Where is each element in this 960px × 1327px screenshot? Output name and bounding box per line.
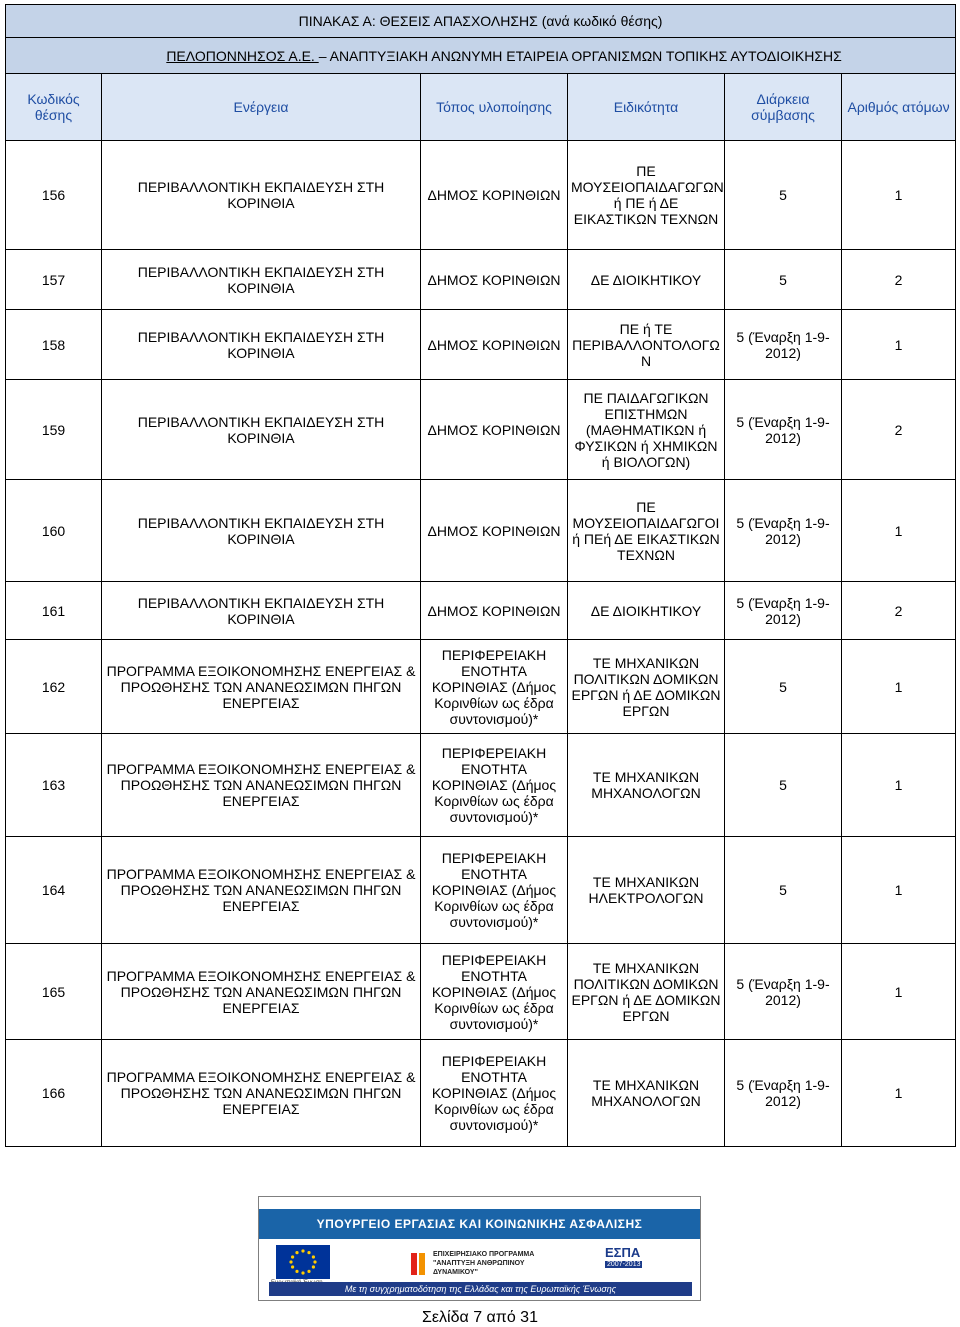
table-row (6, 734, 956, 837)
cell-code: 165 (6, 944, 102, 1040)
cell-specialty: ΤΕ ΜΗΧΑΝΙΚΩΝ ΜΗΧΑΝΟΛΟΓΩΝ (568, 1040, 725, 1147)
cell-code: 158 (6, 310, 102, 380)
cell-duration: 5 (Έναρξη 1-9-2012) (725, 480, 842, 582)
cell-duration: 5 (725, 837, 842, 944)
cell-action: ΠΕΡΙΒΑΛΛΟΝΤΙΚΗ ΕΚΠΑΙΔΕΥΣΗ ΣΤΗ ΚΟΡΙΝΘΙΑ (102, 310, 421, 380)
cell-place: ΠΕΡΙΦΕΡΕΙΑΚΗ ΕΝΟΤΗΤΑ ΚΟΡΙΝΘΙΑΣ (Δήμος Κορινθίων ως έδρα συντονισμού)* (421, 734, 568, 837)
cell-duration: 5 (Έναρξη 1-9-2012) (725, 1040, 842, 1147)
cell-specialty: ΤΕ ΜΗΧΑΝΙΚΩΝ ΜΗΧΑΝΟΛΟΓΩΝ (568, 734, 725, 837)
cell-specialty: ΤΕ ΜΗΧΑΝΙΚΩΝ ΗΛΕΚΤΡΟΛΟΓΩΝ (568, 837, 725, 944)
cell-duration: 5 (725, 141, 842, 250)
table-title: ΠΙΝΑΚΑΣ Α: ΘΕΣΕΙΣ ΑΠΑΣΧΟΛΗΣΗΣ (ανά κωδικό θέσης) (6, 5, 956, 38)
cell-duration: 5 (Έναρξη 1-9-2012) (725, 582, 842, 640)
cell-persons: 1 (842, 640, 956, 734)
cell-place: ΠΕΡΙΦΕΡΕΙΑΚΗ ΕΝΟΤΗΤΑ ΚΟΡΙΝΘΙΑΣ (Δήμος Κορινθίων ως έδρα συντονισμού)* (421, 944, 568, 1040)
cell-duration: 5 (725, 640, 842, 734)
table-row (6, 1040, 956, 1147)
cell-persons: 1 (842, 1040, 956, 1147)
table-row (6, 141, 956, 250)
cell-persons: 2 (842, 250, 956, 310)
cell-code: 162 (6, 640, 102, 734)
espa-label: ΕΣΠΑ (605, 1245, 641, 1260)
cell-action: ΠΡΟΓΡΑΜΜΑ ΕΞΟΙΚΟΝΟΜΗΣΗΣ ΕΝΕΡΓΕΙΑΣ & ΠΡΟΩΘΗΣΗΣ ΤΩΝ ΑΝΑΝΕΩΣΙΜΩΝ ΠΗΓΩΝ ΕΝΕΡΓΕΙΑΣ (102, 640, 421, 734)
header-persons: Αριθμός ατόμων (842, 74, 956, 141)
cell-duration: 5 (725, 734, 842, 837)
cell-code: 160 (6, 480, 102, 582)
cell-specialty: ΔΕ ΔΙΟΙΚΗΤΙΚΟΥ (568, 582, 725, 640)
table-title-row (6, 5, 956, 38)
header-specialty: Ειδικότητα (568, 74, 725, 141)
eu-flag-icon (276, 1245, 330, 1279)
table-row (6, 640, 956, 734)
header-place: Τόπος υλοποίησης (421, 74, 568, 141)
cell-persons: 1 (842, 944, 956, 1040)
cell-persons: 1 (842, 141, 956, 250)
cell-specialty: ΤΕ ΜΗΧΑΝΙΚΩΝ ΠΟΛΙΤΙΚΩΝ ΔΟΜΙΚΩΝ ΕΡΓΩΝ ή ΔΕ ΔΟΜΙΚΩΝ ΕΡΓΩΝ (568, 640, 725, 734)
table-row (6, 480, 956, 582)
organization-row (6, 38, 956, 74)
cell-action: ΠΕΡΙΒΑΛΛΟΝΤΙΚΗ ΕΚΠΑΙΔΕΥΣΗ ΣΤΗ ΚΟΡΙΝΘΙΑ (102, 141, 421, 250)
cell-action: ΠΕΡΙΒΑΛΛΟΝΤΙΚΗ ΕΚΠΑΙΔΕΥΣΗ ΣΤΗ ΚΟΡΙΝΘΙΑ (102, 250, 421, 310)
cell-code: 157 (6, 250, 102, 310)
cell-persons: 1 (842, 837, 956, 944)
espa-years: 2007-2013 (607, 1261, 641, 1268)
cell-code: 164 (6, 837, 102, 944)
organization-title (6, 38, 956, 74)
cell-action: ΠΡΟΓΡΑΜΜΑ ΕΞΟΙΚΟΝΟΜΗΣΗΣ ΕΝΕΡΓΕΙΑΣ & ΠΡΟΩΘΗΣΗΣ ΤΩΝ ΑΝΑΝΕΩΣΙΜΩΝ ΠΗΓΩΝ ΕΝΕΡΓΕΙΑΣ (102, 734, 421, 837)
cell-duration: 5 (725, 250, 842, 310)
organization-description: – ΑΝΑΠΤΥΞΙΑΚΗ ΑΝΩΝΥΜΗ ΕΤΑΙΡΕΙΑ ΟΡΓΑΝΙΣΜΩΝ ΤΟΠΙΚΗΣ ΑΥΤΟΔΙΟΙΚΗΣΗΣ (318, 47, 842, 64)
cell-specialty: ΔΕ ΔΙΟΙΚΗΤΙΚΟΥ (568, 250, 725, 310)
document-page (5, 4, 955, 1294)
header-duration: Διάρκεια σύμβασης (725, 74, 842, 141)
cell-place: ΠΕΡΙΦΕΡΕΙΑΚΗ ΕΝΟΤΗΤΑ ΚΟΡΙΝΘΙΑΣ (Δήμος Κορινθίων ως έδρα συντονισμού)* (421, 640, 568, 734)
cell-action: ΠΕΡΙΒΑΛΛΟΝΤΙΚΗ ΕΚΠΑΙΔΕΥΣΗ ΣΤΗ ΚΟΡΙΝΘΙΑ (102, 582, 421, 640)
funding-logo-banner (258, 1196, 701, 1301)
cofunding-footer: Με τη συγχρηματοδότηση της Ελλάδας και της Ευρωπαϊκής Ένωσης (269, 1282, 692, 1296)
table-row (6, 944, 956, 1040)
table-row (6, 380, 956, 480)
cell-code: 163 (6, 734, 102, 837)
cell-specialty: ΠΕ ΜΟΥΣΕΙΟΠΑΙΔΑΓΩΓΩΝ ή ΠΕ ή ΔΕ ΕΙΚΑΣΤΙΚΩΝ ΤΕΧΝΩΝ (568, 141, 725, 250)
cell-persons: 2 (842, 380, 956, 480)
ministry-band: ΥΠΟΥΡΓΕΙΟ ΕΡΓΑΣΙΑΣ ΚΑΙ ΚΟΙΝΩΝΙΚΗΣ ΑΣΦΑΛΙΣΗΣ (259, 1209, 700, 1239)
cell-specialty: ΠΕ ή ΤΕ ΠΕΡΙΒΑΛΛΟΝΤΟΛΟΓΩ Ν (568, 310, 725, 380)
cell-place: ΔΗΜΟΣ ΚΟΡΙΝΘΙΩΝ (421, 250, 568, 310)
espa-logo (601, 1243, 665, 1283)
organization-name: ΠΕΛΟΠΟΝΝΗΣΟΣ Α.Ε. (166, 47, 319, 64)
cell-place: ΔΗΜΟΣ ΚΟΡΙΝΘΙΩΝ (421, 141, 568, 250)
table-row (6, 310, 956, 380)
cell-action: ΠΡΟΓΡΑΜΜΑ ΕΞΟΙΚΟΝΟΜΗΣΗΣ ΕΝΕΡΓΕΙΑΣ & ΠΡΟΩΘΗΣΗΣ ΤΩΝ ΑΝΑΝΕΩΣΙΜΩΝ ΠΗΓΩΝ ΕΝΕΡΓΕΙΑΣ (102, 837, 421, 944)
cell-persons: 1 (842, 480, 956, 582)
cell-action: ΠΡΟΓΡΑΜΜΑ ΕΞΟΙΚΟΝΟΜΗΣΗΣ ΕΝΕΡΓΕΙΑΣ & ΠΡΟΩΘΗΣΗΣ ΤΩΝ ΑΝΑΝΕΩΣΙΜΩΝ ΠΗΓΩΝ ΕΝΕΡΓΕΙΑΣ (102, 1040, 421, 1147)
cell-action: ΠΕΡΙΒΑΛΛΟΝΤΙΚΗ ΕΚΠΑΙΔΕΥΣΗ ΣΤΗ ΚΟΡΙΝΘΙΑ (102, 480, 421, 582)
cell-action: ΠΕΡΙΒΑΛΛΟΝΤΙΚΗ ΕΚΠΑΙΔΕΥΣΗ ΣΤΗ ΚΟΡΙΝΘΙΑ (102, 380, 421, 480)
cell-code: 156 (6, 141, 102, 250)
positions-table (5, 4, 956, 1147)
cell-place: ΠΕΡΙΦΕΡΕΙΑΚΗ ΕΝΟΤΗΤΑ ΚΟΡΙΝΘΙΑΣ (Δήμος Κορινθίων ως έδρα συντονισμού)* (421, 837, 568, 944)
header-row (6, 74, 956, 141)
cell-action: ΠΡΟΓΡΑΜΜΑ ΕΞΟΙΚΟΝΟΜΗΣΗΣ ΕΝΕΡΓΕΙΑΣ & ΠΡΟΩΘΗΣΗΣ ΤΩΝ ΑΝΑΝΕΩΣΙΜΩΝ ΠΗΓΩΝ ΕΝΕΡΓΕΙΑΣ (102, 944, 421, 1040)
cell-place: ΔΗΜΟΣ ΚΟΡΙΝΘΙΩΝ (421, 310, 568, 380)
cell-persons: 1 (842, 310, 956, 380)
table-row (6, 837, 956, 944)
cell-code: 161 (6, 582, 102, 640)
cell-code: 166 (6, 1040, 102, 1147)
program-text: ΕΠΙΧΕΙΡΗΣΙΑΚΟ ΠΡΟΓΡΑΜΜΑ "ΑΝΑΠΤΥΞΗ ΑΝΘΡΩΠΙΝΟΥ ΔΥΝΑΜΙΚΟΥ" (433, 1251, 535, 1276)
header-code: Κωδικός θέσης (6, 74, 102, 141)
page-number: Σελίδα 7 από 31 (422, 1309, 538, 1326)
cell-code: 159 (6, 380, 102, 480)
cell-place: ΔΗΜΟΣ ΚΟΡΙΝΘΙΩΝ (421, 480, 568, 582)
cell-specialty: ΠΕ ΠΑΙΔΑΓΩΓΙΚΩΝ ΕΠΙΣΤΗΜΩΝ (ΜΑΘΗΜΑΤΙΚΩΝ ή ΦΥΣΙΚΩΝ ή ΧΗΜΙΚΩΝ ή ΒΙΟΛΟΓΩΝ) (568, 380, 725, 480)
cell-place: ΔΗΜΟΣ ΚΟΡΙΝΘΙΩΝ (421, 582, 568, 640)
cell-place: ΔΗΜΟΣ ΚΟΡΙΝΘΙΩΝ (421, 380, 568, 480)
cell-duration: 5 (Έναρξη 1-9-2012) (725, 380, 842, 480)
table-row (6, 250, 956, 310)
cell-specialty: ΤΕ ΜΗΧΑΝΙΚΩΝ ΠΟΛΙΤΙΚΩΝ ΔΟΜΙΚΩΝ ΕΡΓΩΝ ή ΔΕ ΔΟΜΙΚΩΝ ΕΡΓΩΝ (568, 944, 725, 1040)
header-action: Ενέργεια (102, 74, 421, 141)
table-row (6, 582, 956, 640)
cell-duration: 5 (Έναρξη 1-9-2012) (725, 944, 842, 1040)
cell-place: ΠΕΡΙΦΕΡΕΙΑΚΗ ΕΝΟΤΗΤΑ ΚΟΡΙΝΘΙΑΣ (Δήμος Κορινθίων ως έδρα συντονισμού)* (421, 1040, 568, 1147)
cell-persons: 2 (842, 582, 956, 640)
cell-specialty: ΠΕ ΜΟΥΣΕΙΟΠΑΙΔΑΓΩΓΟΙ ή ΠΕή ΔΕ ΕΙΚΑΣΤΙΚΩΝ ΤΕΧΝΩΝ (568, 480, 725, 582)
cell-duration: 5 (Έναρξη 1-9-2012) (725, 310, 842, 380)
cell-persons: 1 (842, 734, 956, 837)
